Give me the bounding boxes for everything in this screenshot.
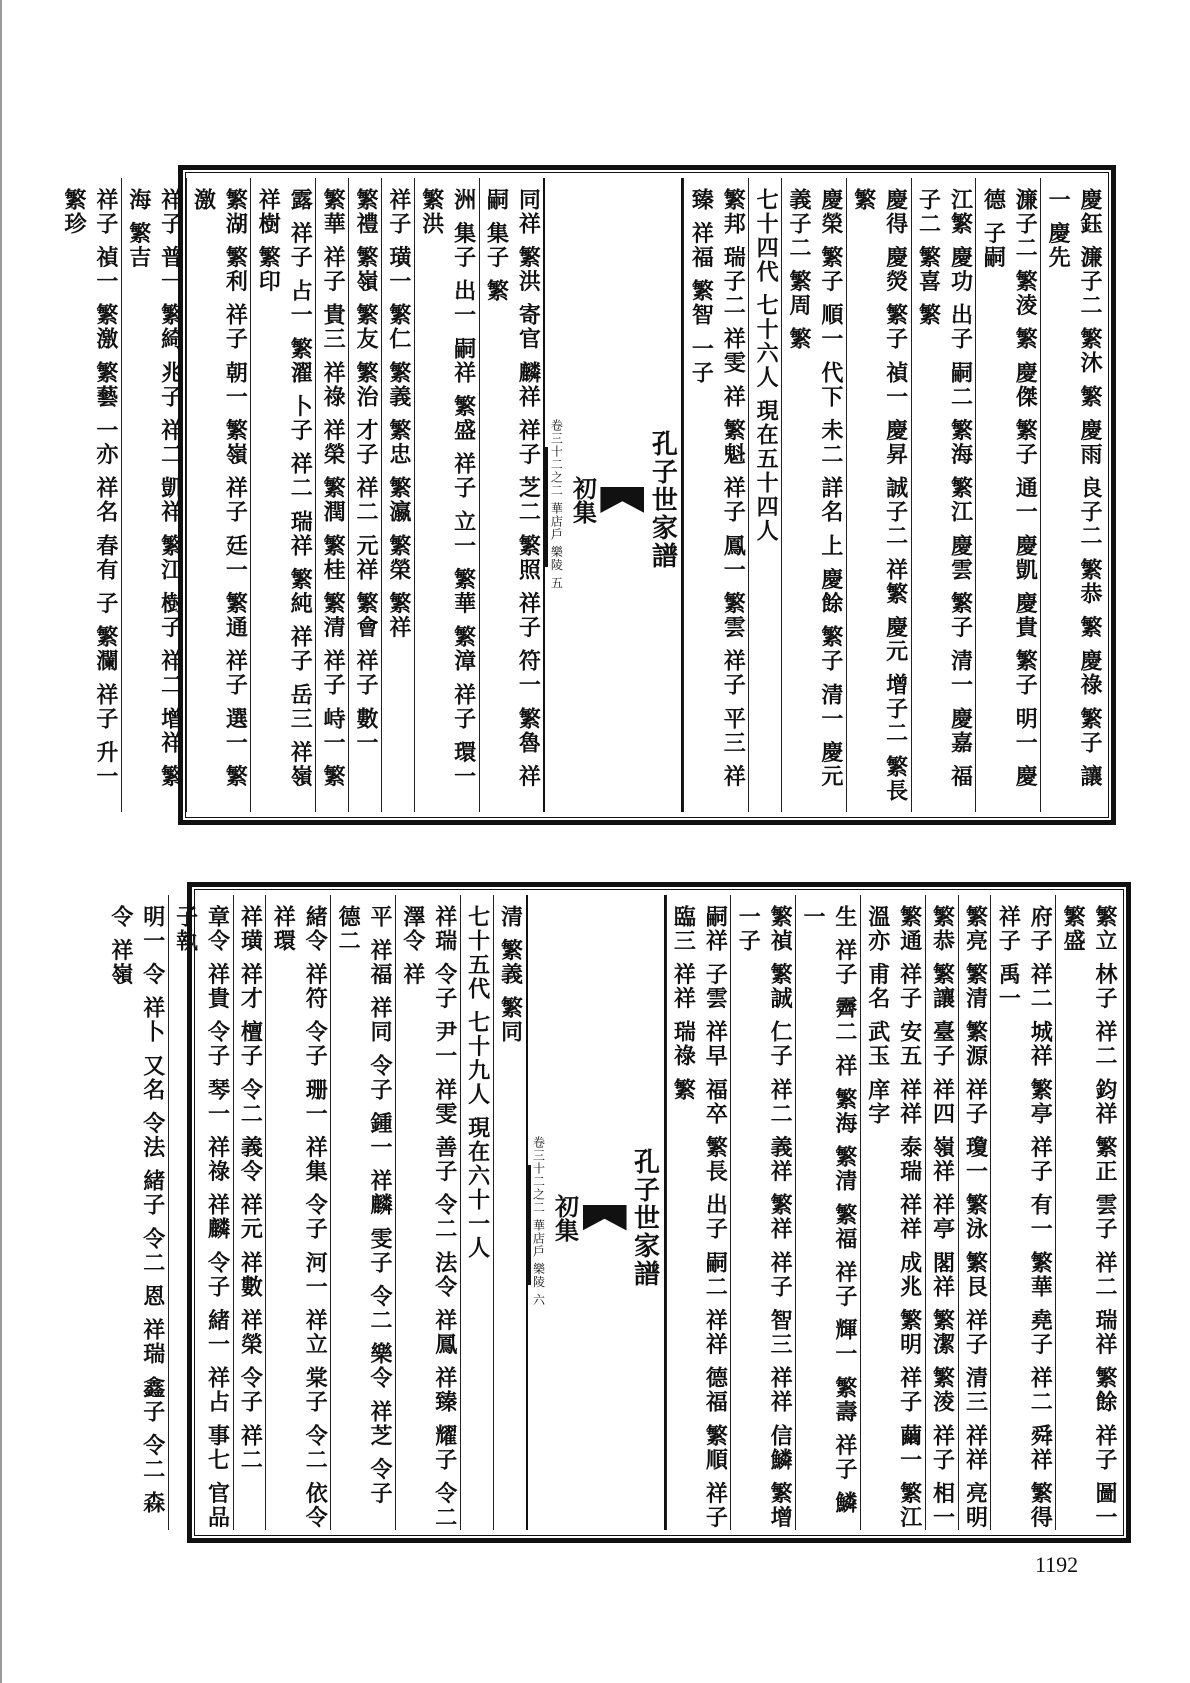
banner-meta: 卷三十二之二 華店戶 樂陵 六 (531, 1136, 546, 1307)
fishtail-mark (600, 487, 644, 513)
bottom-banner (526, 895, 666, 1530)
bottom-col-generation: 七十五代 七十九人 現在六十一人 (460, 895, 493, 1530)
bottom-col-2: 府子 祥二 城祥 繁亭 祥子 有一 繁華 堯子 祥二 舜祥 繁得 祥子 禹一 (990, 895, 1055, 1530)
top-left-col-7: 繁湖 繁利 祥子 朝一 繁嶺 祥子 廷一 繁通 祥子 選一 繁激 (186, 178, 251, 812)
bottom-col-4: 繁恭 繁讓 臺子 祥四 嶺祥 祥亭 閣祥 繁潔 繁淩 祥子 相一 (925, 895, 958, 1530)
bottom-left-col-4: 祥璜 祥才 檀子 令二 義令 祥元 祥數 祥榮 令子 祥二 (233, 895, 266, 1530)
top-left-col-9: 祥子 禎一 繁激 繁藝 一亦 祥名 春有 子 繁瀾 祥子 升一 繁珍 (60, 188, 119, 789)
bottom-left-col-6: 明一 令 祥卜 又名 令法 緒子 令二 恩 祥瑞 鑫子 令二 森令 祥嶺 (107, 905, 166, 1516)
top-genealogy-panel (60, 165, 1116, 825)
bottom-left-col-1: 祥瑞 令子 尹一 祥雯 善子 令二 法令 祥鳳 祥臻 耀子 令二 澤令 祥 (395, 895, 460, 1530)
top-col-2: 濂子二 繁淩 繁 慶傑 繁子 通一 慶凱 慶貴 繁子 明一 慶德 子嗣 (975, 178, 1040, 812)
top-col-4: 慶得 慶熒 繁子 禎一 慶昇 誠子二 祥繁 慶元 增子二 繁長 繁 (846, 178, 911, 812)
page-number: 1192 (1035, 1552, 1079, 1577)
banner-title: 孔子世家譜 (647, 430, 678, 570)
top-left-col-5: 繁華 祥子 貴三 祥祿 祥榮 繁潤 繁桂 繁清 祥子 峙一 繁 (315, 178, 348, 812)
banner-volume: 初集 (568, 476, 598, 524)
banner-rule (545, 447, 548, 567)
top-banner (543, 178, 683, 812)
bottom-columns (107, 895, 1120, 1530)
bottom-col-1: 繁立 林子 祥二 鈞祥 繁正 雲子 祥二 瑞祥 繁餘 祥子 圖一 繁盛 (1055, 895, 1120, 1530)
bottom-col-7: 繁禎 繁誠 仁子 祥二 義祥 繁祥 祥子 智三 祥祥 信鱗 繁增 一子 (730, 895, 795, 1530)
bottom-left-col-3: 緒令 祥符 令子 珊一 祥集 令子 河一 祥立 棠子 令二 依令 祥環 (265, 895, 330, 1530)
bottom-left-col-2: 平 祥福 祥同 令子 鍾一 祥麟 雯子 令二 樂令 祥芝 令子 德二 (330, 895, 395, 1530)
top-left-col-1: 同祥 繁洪 寄官 麟祥 祥子 芝二 繁照 祥子 符一 繁魯 祥嗣 集子 繁 (479, 178, 544, 812)
bottom-left-col-5: 章令 祥貴 令子 琴一 祥祿 祥麟 令子 緒一 祥占 事七 官品 子執 (168, 895, 233, 1530)
banner-rule (528, 1165, 531, 1285)
banner-volume: 初集 (550, 1193, 580, 1242)
bottom-genealogy-panel (107, 882, 1131, 1543)
top-col-generation: 七十四代 七十六人 現在五十四人 (748, 178, 781, 812)
bottom-col-8: 嗣祥 子雲 祥早 福卒 繁長 出子 嗣二 祥祥 德福 繁順 祥子 臨三 祥祥 瑞祿 繁 (666, 895, 731, 1530)
top-left-col-6: 露 祥子 占一 繁濯 卜子 祥二 瑞祥 繁純 祥子 岳三 祥嶺 祥樹 繁印 (250, 178, 315, 812)
banner-meta: 卷三十二之二 華店戶 樂陵 五 (549, 418, 564, 590)
top-col-1: 慶鈺 濂子二 繁沐 繁 慶雨 良子二 繁恭 繁 慶祿 繁子 讓一 慶先 (1040, 178, 1105, 812)
page-edge-line (0, 0, 2, 1683)
top-left-col-3: 祥子 璜一 繁仁 繁義 繁忠 繁瀛 繁榮 繁祥 (381, 178, 414, 812)
top-columns (60, 178, 1105, 812)
bottom-col-3: 繁亮 繁清 繁源 祥子 瓊一 繁泳 繁艮 祥子 清三 祥祥 亮明 (958, 895, 991, 1530)
top-left-col-4: 繁禮 繁嶺 繁友 繁治 才子 祥二 元祥 繁會 祥子 數一 (348, 178, 381, 812)
bottom-col-5: 繁通 祥子 安五 祥祥 泰瑞 祥祥 成兆 繁明 祥子 繭一 繁江 溫亦 甫名 武玉 庠字 (860, 895, 925, 1530)
top-left-col-8: 祥子 普一 繁綺 兆子 祥二 凱祥 繁江 樹子 祥二 增祥 繁海 繁吉 (121, 178, 186, 812)
top-col-7: 繁邦 瑞子二 祥雯 祥 繁魁 祥子 鳳一 繁雲 祥子 平三 祥臻 祥福 繁智 一子 (683, 178, 748, 812)
top-left-col-2: 洲 集子 出一 嗣祥 繁盛 祥子 立一 繁華 繁漳 祥子 環一 繁洪 (414, 178, 479, 812)
fishtail-mark (583, 1205, 627, 1231)
top-col-3: 江繁 慶功 出子 嗣二 繁海 繁江 慶雲 繁子 清一 慶嘉 福子二 繁喜 繁 (911, 178, 976, 812)
bottom-col-6: 生 祥子 霽二 祥 繁海 繁清 繁福 祥子 輝一 繁壽 祥子 鱗一 (795, 895, 860, 1530)
bottom-mid-col-1: 清 繁義 繁同 (493, 895, 526, 1530)
top-col-5: 慶榮 繁子 順一 代下 未二 詳名 上 慶餘 繁子 清一 慶元 義子二 繁周 繁 (781, 178, 846, 812)
banner-title: 孔子世家譜 (629, 1147, 660, 1288)
